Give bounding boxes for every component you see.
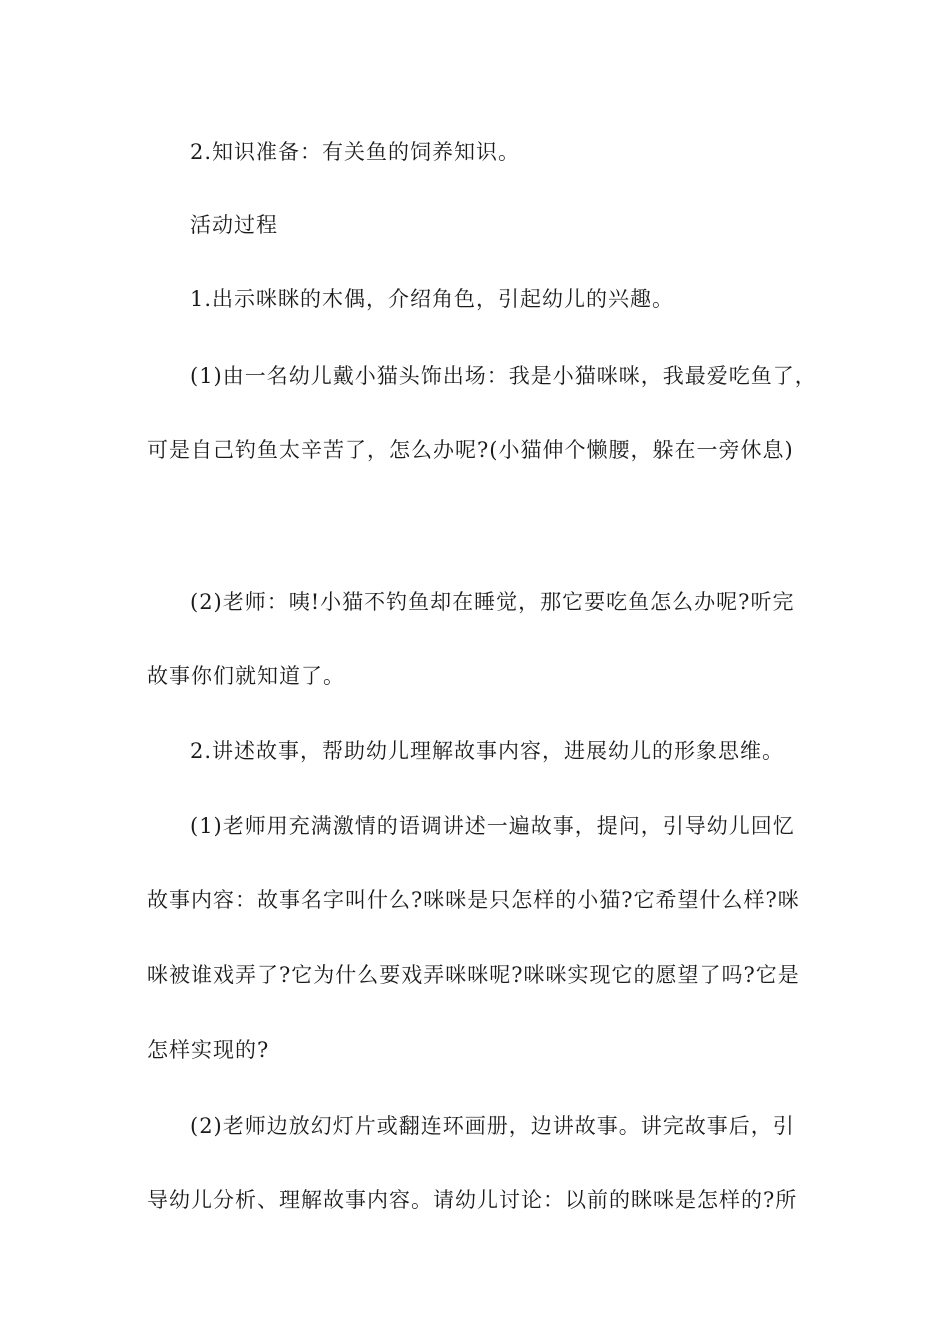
paragraph-step-2: 2.讲述故事，帮助幼儿理解故事内容，进展幼儿的形象思维。: [190, 739, 785, 763]
paragraph-step-2-1: (1)老师用充满激情的语调讲述一遍故事，提问，引导幼儿回忆: [190, 814, 795, 838]
paragraph-step-1-1-cont: 可是自己钓鱼太辛苦了，怎么办呢?(小猫伸个懒腰，躲在一旁休息): [147, 438, 794, 462]
paragraph-step-1-2: (2)老师：咦!小猫不钓鱼却在睡觉，那它要吃鱼怎么办呢?听完: [190, 590, 795, 614]
heading-activity-process: 活动过程: [190, 213, 278, 237]
paragraph-step-1-1: (1)由一名幼儿戴小猫头饰出场：我是小猫咪咪，我最爱吃鱼了，: [190, 364, 817, 388]
paragraph-step-2-1-cont-c: 怎样实现的?: [147, 1038, 270, 1062]
paragraph-knowledge-prep: 2.知识准备：有关鱼的饲养知识。: [190, 140, 521, 164]
paragraph-step-2-1-cont-a: 故事内容：故事名字叫什么?咪咪是只怎样的小猫?它希望什么样?咪: [147, 888, 800, 912]
paragraph-step-2-1-cont-b: 咪被谁戏弄了?它为什么要戏弄咪咪呢?咪咪实现它的愿望了吗?它是: [147, 963, 800, 987]
paragraph-step-1-2-cont: 故事你们就知道了。: [147, 664, 345, 688]
paragraph-step-1: 1.出示咪眯的木偶，介绍角色，引起幼儿的兴趣。: [190, 287, 675, 311]
paragraph-step-2-2: (2)老师边放幻灯片或翻连环画册，边讲故事。讲完故事后，引: [190, 1114, 795, 1138]
paragraph-step-2-2-cont: 导幼儿分析、理解故事内容。请幼儿讨论：以前的眯咪是怎样的?所: [147, 1188, 798, 1212]
